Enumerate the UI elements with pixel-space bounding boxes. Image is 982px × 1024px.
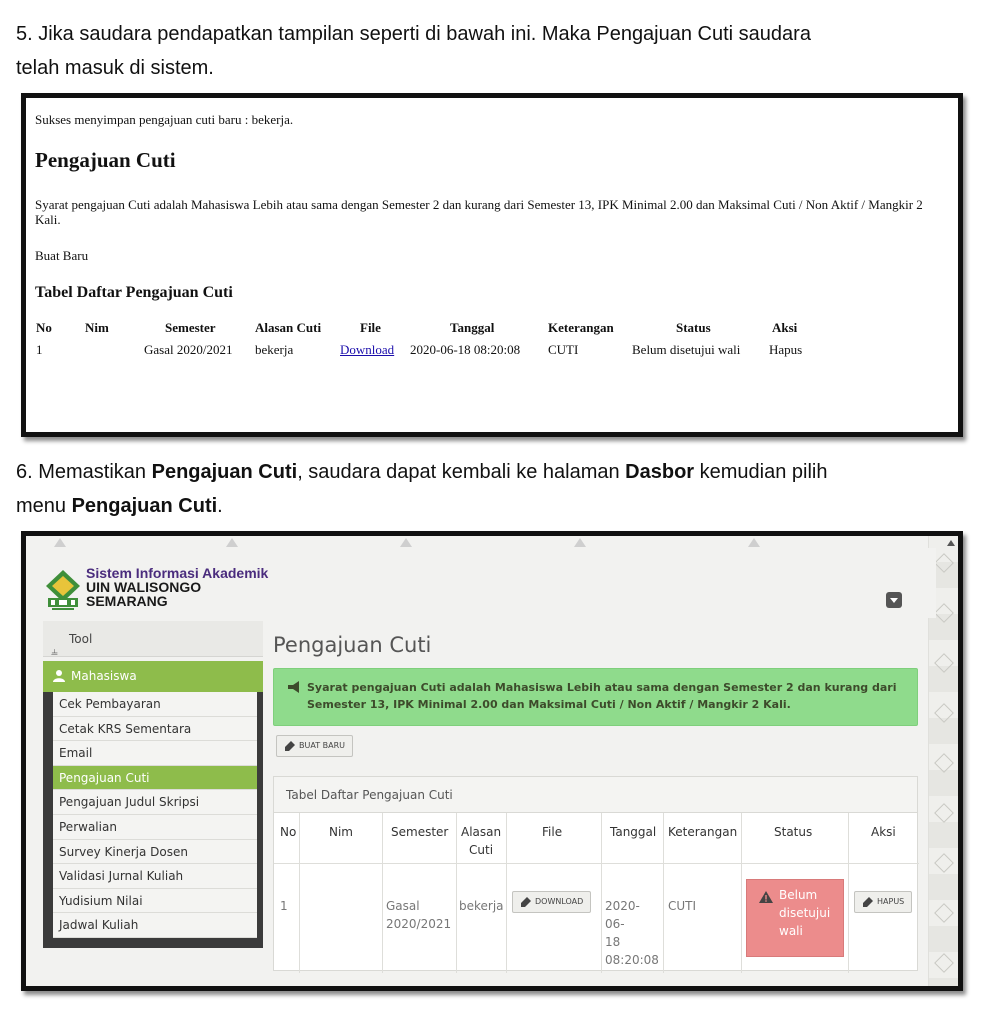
sidebar-item-validasi-jurnal[interactable]: Validasi Jurnal Kuliah bbox=[53, 864, 257, 889]
background-pattern bbox=[748, 538, 760, 547]
sidebar-item-yudisium-nilai[interactable]: Yudisium Nilai bbox=[53, 889, 257, 914]
status-line1: Belum bbox=[779, 888, 818, 902]
step6-line1 bbox=[16, 455, 828, 489]
sidebar-item-jadwal-kuliah[interactable]: Jadwal Kuliah bbox=[53, 913, 257, 938]
cell-no: 1 bbox=[280, 899, 288, 913]
create-new-button[interactable] bbox=[276, 735, 353, 757]
step6-line2 bbox=[16, 489, 828, 523]
status-line3: wali bbox=[779, 924, 803, 938]
cell-semester: Gasal 2020/2021 bbox=[144, 342, 233, 357]
app-header bbox=[26, 548, 936, 618]
sidebar-item-perwalian[interactable]: Perwalian bbox=[53, 815, 257, 840]
delete-button[interactable] bbox=[854, 891, 912, 913]
cell-tanggal: 2020-06-18 08:20:08 bbox=[410, 342, 521, 357]
panel-title: Tabel Daftar Pengajuan Cuti bbox=[274, 777, 917, 813]
alert-text: Syarat pengajuan Cuti adalah Mahasiswa Lebih atau sama dengan Semester 2 dan kurang dari Semester 13, IPK Minimal 2.00 dan Maksimal Cuti / Non Aktif / Mangkir 2 Kali. bbox=[307, 681, 897, 711]
sidebar-item-survey-kinerja-dosen[interactable]: Survey Kinerja Dosen bbox=[53, 840, 257, 865]
cell-tanggal-line1: 2020-06- bbox=[605, 899, 640, 931]
edit-icon bbox=[863, 897, 873, 907]
col-header-keterangan: Keterangan bbox=[668, 825, 738, 839]
cell-no: 1 bbox=[36, 342, 43, 357]
sidebar-item-email[interactable]: Email bbox=[53, 741, 257, 766]
step6-mid: , saudara dapat kembali ke halaman bbox=[297, 461, 626, 483]
status-line2: disetujui bbox=[779, 906, 831, 920]
delete-label: HAPUS bbox=[877, 897, 905, 906]
page-title: Pengajuan Cuti bbox=[35, 148, 176, 172]
page-title: Pengajuan Cuti bbox=[273, 633, 432, 657]
edit-icon bbox=[521, 897, 531, 907]
table-title: Tabel Daftar Pengajuan Cuti bbox=[35, 284, 233, 301]
col-header-alasan-line1: Alasan bbox=[461, 825, 502, 839]
screenshot-plain-page bbox=[21, 93, 963, 437]
sidebar-item-cetak-krs[interactable]: Cetak KRS Sementara bbox=[53, 717, 257, 742]
megaphone-icon bbox=[287, 681, 301, 693]
brand-line1: Sistem Informasi Akademik bbox=[86, 565, 269, 581]
col-header-alasan bbox=[461, 823, 501, 859]
warning-icon bbox=[759, 891, 773, 903]
cell-status: Belum disetujui wali bbox=[632, 342, 741, 357]
col-header-tanggal: Tanggal bbox=[450, 320, 495, 335]
step6-post: kemudian pilih bbox=[694, 461, 828, 483]
uin-walisongo-logo bbox=[44, 568, 82, 612]
col-header-file: File bbox=[542, 825, 563, 839]
success-message: Sukses menyimpan pengajuan cuti baru : bekerja. bbox=[35, 112, 294, 127]
col-header-semester: Semester bbox=[391, 825, 449, 839]
step6-bold-menu: Pengajuan Cuti bbox=[71, 495, 218, 517]
col-header-nim: Nim bbox=[329, 825, 353, 839]
download-label: DOWNLOAD bbox=[535, 897, 584, 906]
background-pattern bbox=[226, 538, 238, 547]
brand-line2: UIN WALISONGO bbox=[86, 579, 202, 595]
cell-tanggal-line3: 08:20:08 bbox=[605, 953, 659, 967]
sidebar-item-pengajuan-judul-skripsi[interactable]: Pengajuan Judul Skripsi bbox=[53, 790, 257, 815]
scroll-up-arrow-icon[interactable] bbox=[947, 540, 955, 546]
cell-tanggal-line2: 18 bbox=[605, 935, 621, 949]
background-pattern bbox=[54, 538, 66, 547]
sidebar-section-mahasiswa[interactable] bbox=[43, 661, 263, 692]
cell-semester-line1: Gasal bbox=[386, 899, 420, 913]
col-header-file: File bbox=[360, 320, 381, 335]
screenshot-siakad bbox=[21, 531, 963, 991]
step6-pre: 6. Memastikan bbox=[16, 461, 152, 483]
col-header-aksi: Aksi bbox=[772, 320, 798, 335]
user-icon bbox=[53, 669, 65, 682]
nim-redacted bbox=[302, 895, 382, 917]
cell-semester-line2: 2020/2021 bbox=[386, 917, 452, 931]
step6-bold-dasbor: Dasbor bbox=[625, 461, 695, 483]
step6-bold-pengajuan: Pengajuan Cuti bbox=[151, 461, 298, 483]
background-pattern bbox=[574, 538, 586, 547]
cell-alasan: bekerja bbox=[459, 899, 504, 913]
background-pattern bbox=[400, 538, 412, 547]
sidebar-tool[interactable] bbox=[43, 621, 263, 657]
col-header-semester: Semester bbox=[165, 320, 216, 335]
sidebar-item-pengajuan-cuti[interactable]: Pengajuan Cuti bbox=[53, 766, 257, 791]
create-new-label: BUAT BARU bbox=[299, 741, 345, 750]
col-header-nim: Nim bbox=[85, 320, 109, 335]
download-button[interactable] bbox=[512, 891, 591, 913]
step6-text bbox=[16, 455, 828, 523]
cell-keterangan: CUTI bbox=[548, 342, 579, 357]
app-brand bbox=[86, 566, 268, 608]
col-header-no: No bbox=[36, 320, 52, 335]
brand-line3: SEMARANG bbox=[86, 593, 168, 609]
download-link[interactable]: Download bbox=[340, 342, 395, 357]
col-header-status: Status bbox=[774, 825, 813, 839]
step5-text bbox=[16, 17, 811, 85]
delete-link[interactable]: Hapus bbox=[769, 342, 803, 357]
step5-line1: 5. Jika saudara pendapatkan tampilan seperti di bawah ini. Maka Pengajuan Cuti saudara bbox=[16, 23, 811, 45]
dropdown-menu-icon[interactable] bbox=[886, 592, 902, 608]
step6-line2-pre: menu bbox=[16, 495, 72, 517]
edit-icon bbox=[285, 741, 295, 751]
col-header-keterangan: Keterangan bbox=[548, 320, 614, 335]
sidebar-section-label: Mahasiswa bbox=[71, 669, 137, 683]
col-header-alasan: Alasan Cuti bbox=[255, 320, 322, 335]
sliders-icon: ⫨ bbox=[51, 644, 58, 658]
sidebar-menu-list bbox=[43, 692, 263, 948]
step5-line2: telah masuk di sistem. bbox=[16, 57, 214, 79]
info-alert bbox=[273, 668, 918, 726]
step6-line2-post: . bbox=[217, 495, 223, 517]
cell-semester bbox=[386, 897, 451, 933]
requirements-text: Syarat pengajuan Cuti adalah Mahasiswa Lebih atau sama dengan Semester 2 dan kurang dari Semester 13, IPK Minimal 2.00 dan Maksimal Cuti / Non Aktif / Mangkir 2 Kali. bbox=[35, 197, 923, 227]
leave-table-panel bbox=[273, 776, 918, 971]
create-new-link[interactable]: Buat Baru bbox=[35, 248, 89, 263]
cell-tanggal bbox=[605, 897, 659, 969]
sidebar-item-cek-pembayaran[interactable]: Cek Pembayaran bbox=[53, 692, 257, 717]
cell-keterangan: CUTI bbox=[668, 899, 697, 913]
col-header-status: Status bbox=[676, 320, 711, 335]
status-badge bbox=[746, 879, 844, 957]
cell-alasan: bekerja bbox=[255, 342, 294, 357]
col-header-no: No bbox=[280, 825, 297, 839]
sidebar-tool-label: Tool bbox=[69, 632, 93, 646]
col-header-alasan-line2: Cuti bbox=[469, 843, 494, 857]
sidebar bbox=[43, 621, 263, 956]
col-header-aksi: Aksi bbox=[871, 825, 896, 839]
col-header-tanggal: Tanggal bbox=[610, 825, 657, 839]
